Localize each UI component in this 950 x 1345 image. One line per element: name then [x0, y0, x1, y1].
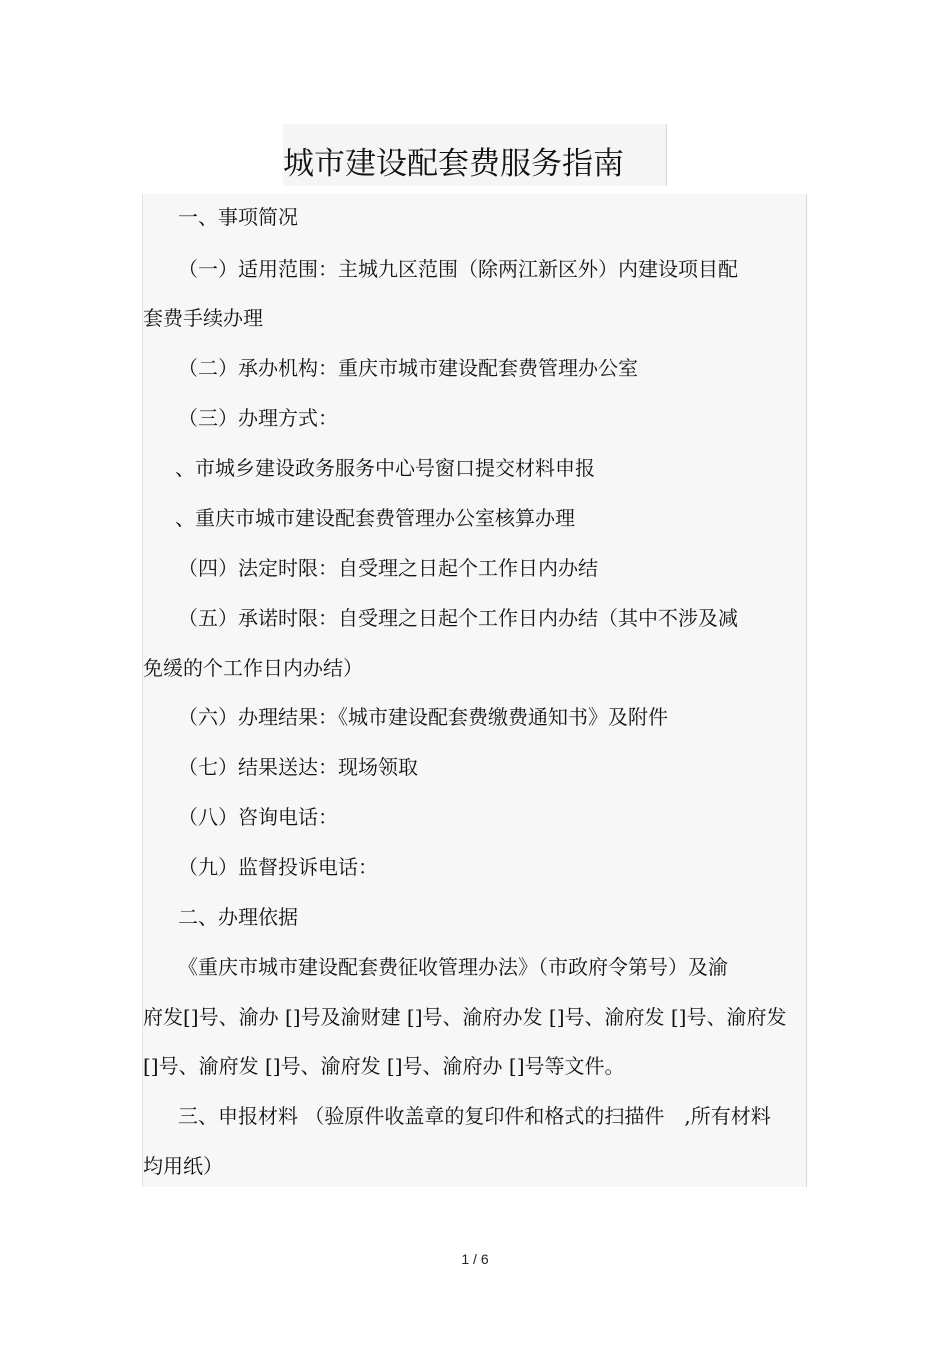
document-title: 城市建设配套费服务指南: [283, 146, 624, 182]
section-heading-overview: 一、事项简况: [178, 205, 298, 229]
paragraph-line: []号、渝府发 []号、渝府发 []号、渝府办 []号等文件。: [143, 1054, 625, 1078]
paragraph-line: （七）结果送达：现场领取: [178, 755, 418, 779]
title-region: [283, 124, 667, 186]
paragraph-line: 、市城乡建设政务服务中心号窗口提交材料申报: [175, 456, 595, 480]
paragraph-line: 《重庆市城市建设配套费征收管理办法》（市政府令第号）及渝: [178, 955, 728, 979]
paragraph-line: （二）承办机构：重庆市城市建设配套费管理办公室: [178, 356, 638, 380]
paragraph-line: 免缓的个工作日内办结）: [143, 656, 363, 680]
paragraph-line: （一）适用范围：主城九区范围（除两江新区外）内建设项目配: [178, 257, 738, 281]
section-heading-basis: 二、办理依据: [178, 905, 298, 929]
paragraph-line: 均用纸）: [143, 1154, 223, 1178]
paragraph-line: （四）法定时限：自受理之日起个工作日内办结: [178, 556, 598, 580]
paragraph-line: （五）承诺时限：自受理之日起个工作日内办结（其中不涉及减: [178, 606, 738, 630]
paragraph-line: 套费手续办理: [143, 306, 263, 330]
paragraph-line: （六）办理结果：《城市建设配套费缴费通知书》及附件: [178, 705, 668, 729]
section-heading-materials: 三、申报材料 （验原件收盖章的复印件和格式的扫描件 ,所有材料: [178, 1104, 771, 1128]
paragraph-line: （九）监督投诉电话：: [178, 855, 378, 879]
page-number: 1 / 6: [461, 1251, 489, 1267]
paragraph-line: 府发[]号、渝办 []号及渝财建 []号、渝府办发 []号、渝府发 []号、渝府发: [143, 1005, 787, 1029]
paragraph-line: 、重庆市城市建设配套费管理办公室核算办理: [175, 506, 575, 530]
paragraph-line: （八）咨询电话：: [178, 805, 338, 829]
document-body: [142, 194, 807, 1187]
paragraph-line: （三）办理方式：: [178, 406, 338, 430]
